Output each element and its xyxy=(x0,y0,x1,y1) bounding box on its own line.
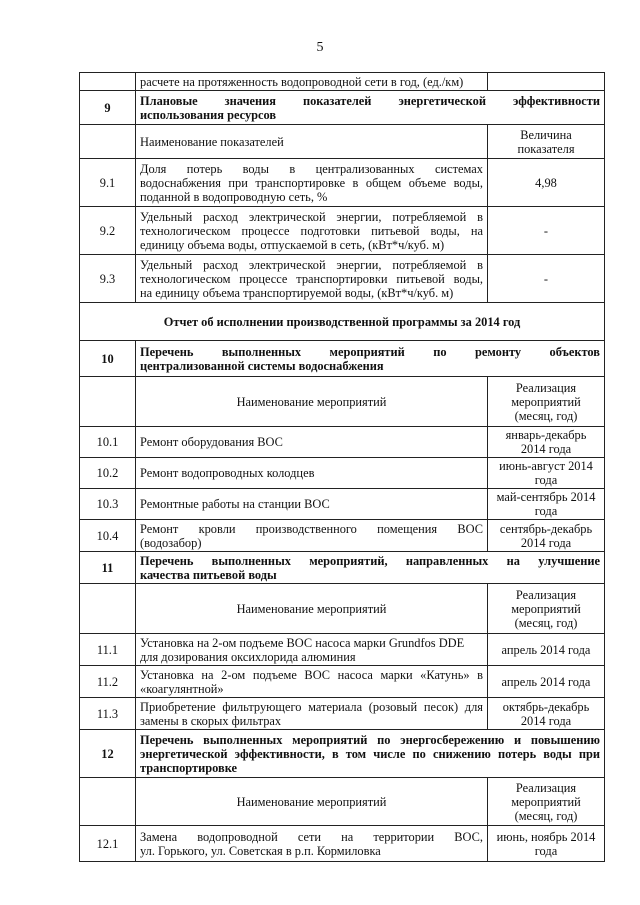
column-header-value: Реализация мероприятий (месяц, год) xyxy=(488,778,605,826)
section-number: 10 xyxy=(80,341,136,377)
row-number: 9.3 xyxy=(80,255,136,303)
section-number: 9 xyxy=(80,91,136,125)
table-row xyxy=(80,666,605,698)
section-title: Перечень выполненных мероприятий по энергосбережению и повышению энергетической эффективности, в том числе по снижению потерь воды при транспортировке xyxy=(136,730,605,778)
indicator-value: - xyxy=(488,255,605,303)
row-number: 11.2 xyxy=(80,666,136,698)
row-number: 10.2 xyxy=(80,458,136,489)
activity-name: Установка на 2-ом подъеме ВОС насоса марки «Катунь» в «коагулянтной» xyxy=(136,666,488,698)
activity-period: июнь, ноябрь 2014 года xyxy=(488,826,605,862)
indicator-name: расчете на протяженность водопроводной сети в год, (ед./км) xyxy=(136,73,488,91)
indicator-name: Доля потерь воды в централизованных системах водоснабжения при транспортировке в общем объеме воды, поданной в водопроводную сеть, % xyxy=(136,159,488,207)
column-header-name: Наименование показателей xyxy=(136,125,488,159)
program-table xyxy=(79,72,605,862)
column-header-row xyxy=(80,778,605,826)
row-number: 12.1 xyxy=(80,826,136,862)
column-header-row xyxy=(80,125,605,159)
activity-name: Установка на 2-ом подъеме ВОС насоса марки Grundfos DDE для дозирования оксихлорида алюминия xyxy=(136,634,488,666)
activity-period: апрель 2014 года xyxy=(488,666,605,698)
section-header-11 xyxy=(80,552,605,584)
table-row xyxy=(80,207,605,255)
activity-period: сентябрь-декабрь 2014 года xyxy=(488,520,605,552)
indicator-value: - xyxy=(488,207,605,255)
table-row xyxy=(80,159,605,207)
column-header-value: Реализация мероприятий (месяц, год) xyxy=(488,584,605,634)
column-header-value: Величина показателя xyxy=(488,125,605,159)
indicator-value: 4,98 xyxy=(488,159,605,207)
section-title: Перечень выполненных мероприятий по ремонту объектов централизованной системы водоснабжения xyxy=(136,341,605,377)
row-number: 9.2 xyxy=(80,207,136,255)
table-row xyxy=(80,73,605,91)
section-number: 11 xyxy=(80,552,136,584)
row-number: 11.1 xyxy=(80,634,136,666)
activity-name: Приобретение фильтрующего материала (розовый песок) для замены в скорых фильтрах xyxy=(136,698,488,730)
column-header-name: Наименование мероприятий xyxy=(136,584,488,634)
report-heading-row xyxy=(80,303,605,341)
column-header-name: Наименование мероприятий xyxy=(136,778,488,826)
activity-period: июнь-август 2014 года xyxy=(488,458,605,489)
table-row xyxy=(80,255,605,303)
column-header-row xyxy=(80,584,605,634)
table-row xyxy=(80,698,605,730)
activity-period: май-сентябрь 2014 года xyxy=(488,489,605,520)
activity-name: Ремонт оборудования ВОС xyxy=(136,427,488,458)
activity-name: Ремонт кровли производственного помещения ВОС (водозабор) xyxy=(136,520,488,552)
column-header-value: Реализация мероприятий (месяц, год) xyxy=(488,377,605,427)
column-header-row xyxy=(80,377,605,427)
column-header-name: Наименование мероприятий xyxy=(136,377,488,427)
section-number: 12 xyxy=(80,730,136,778)
row-number: 10.4 xyxy=(80,520,136,552)
indicator-value xyxy=(488,73,605,91)
activity-period: апрель 2014 года xyxy=(488,634,605,666)
activity-name: Замена водопроводной сети на территории ВОС, ул. Горького, ул. Советская в р.п. Кормиловка xyxy=(136,826,488,862)
activity-period: октябрь-декабрь 2014 года xyxy=(488,698,605,730)
activity-period: январь-декабрь 2014 года xyxy=(488,427,605,458)
row-number: 10.1 xyxy=(80,427,136,458)
activity-name: Ремонт водопроводных колодцев xyxy=(136,458,488,489)
table-row xyxy=(80,458,605,489)
row-number: 11.3 xyxy=(80,698,136,730)
row-number: 10.3 xyxy=(80,489,136,520)
section-title: Перечень выполненных мероприятий, направленных на улучшение качества питьевой воды xyxy=(136,552,605,584)
indicator-name: Удельный расход электрической энергии, потребляемой в технологическом процессе подготовки питьевой воды, на единицу объема воды, отпускаемой в сеть, (кВт*ч/куб. м) xyxy=(136,207,488,255)
section-header-10 xyxy=(80,341,605,377)
activity-name: Ремонтные работы на станции ВОС xyxy=(136,489,488,520)
section-header-9 xyxy=(80,91,605,125)
table-row xyxy=(80,634,605,666)
table-row xyxy=(80,427,605,458)
table-row xyxy=(80,826,605,862)
indicator-name: Удельный расход электрической энергии, потребляемой в технологическом процессе транспортировки питьевой воды, на единицу объема транспортируемой воды, (кВт*ч/куб. м) xyxy=(136,255,488,303)
row-number: 9.1 xyxy=(80,159,136,207)
row-number xyxy=(80,73,136,91)
report-heading: Отчет об исполнении производственной программы за 2014 год xyxy=(80,303,605,341)
section-title: Плановые значения показателей энергетической эффективности использования ресурсов xyxy=(136,91,605,125)
page-number: 5 xyxy=(316,40,324,55)
section-header-12 xyxy=(80,730,605,778)
table-row xyxy=(80,489,605,520)
table-row xyxy=(80,520,605,552)
